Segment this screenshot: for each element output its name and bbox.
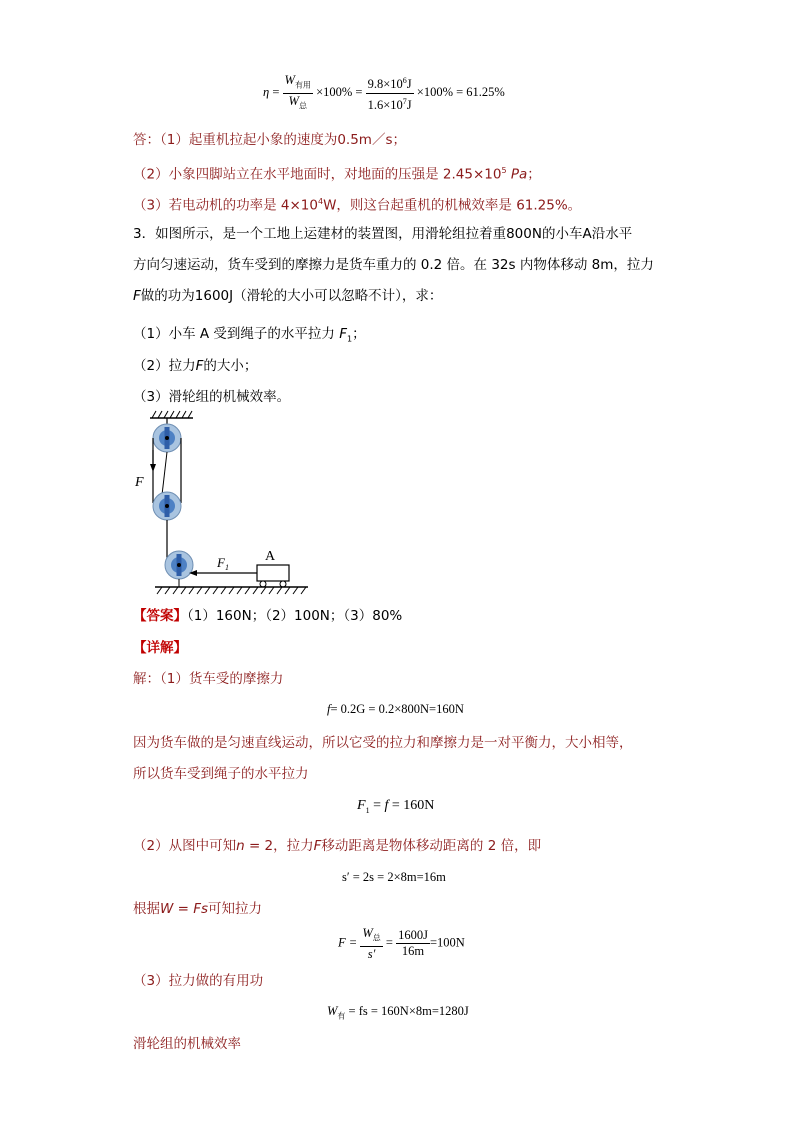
detail-label: 【详解】 xyxy=(133,640,187,656)
solution-5: 根据W = Fs可知拉力 xyxy=(133,901,263,917)
ground-pulley xyxy=(165,551,193,579)
w-fraction: $\frac{W_{有用}}{W_总}$ xyxy=(284,73,311,110)
cart-label: A xyxy=(265,549,276,564)
problem-line-3: F做的功为1600J（滑轮的大小可以忽略不计），求： xyxy=(133,288,443,304)
efficiency-formula-prev: η = $\frac{W_{有用}}{W_总}$ ×100% = $\frac{9.8\times 10^6J}{1.6\times 10^7J}$ ×100% = 61.25% xyxy=(263,73,505,112)
equation-distance: s′ = 2s = 2×8m=16m xyxy=(342,870,446,884)
question-3: （3）滑轮组的机械效率。 xyxy=(133,389,291,405)
solution-1: 解：（1）货车受的摩擦力 xyxy=(133,671,284,687)
equation-friction: f= 0.2G = 0.2×800N=160N xyxy=(327,702,464,716)
answer-prev-3: （3）若电动机的功率是 $4\times 10^4W$，则这台起重机的机械效率是 61.25%。 xyxy=(133,197,582,214)
solution-2: 因为货车做的是匀速直线运动，所以它受的拉力和摩擦力是一对平衡力，大小相等， xyxy=(133,735,633,751)
question-1: （1）小车 A 受到绳子的水平拉力 $F_1$； xyxy=(133,326,366,344)
ceiling-hatch xyxy=(150,411,193,418)
solution-3: 所以货车受到绳子的水平拉力 xyxy=(133,766,309,782)
equation-useful-work: $W_有$ = fs = 160N×8m=1280J xyxy=(327,1004,469,1021)
ground-hatch xyxy=(155,587,308,594)
equation-force: F = $\frac{W_总}{s'}$ = $\frac{1600J}{16m}$ =100N xyxy=(338,926,465,961)
eta-symbol: η xyxy=(263,84,270,99)
answer-prev-2: （2）小象四脚站立在水平地面时，对地面的压强是 $2.45\times 10^5$ Pa； xyxy=(133,166,541,183)
force-f-label: F xyxy=(135,475,144,490)
pulley-diagram xyxy=(125,410,315,605)
cart-a xyxy=(257,565,289,587)
solution-7: 滑轮组的机械效率 xyxy=(133,1036,241,1052)
question-2: （2）拉力F的大小； xyxy=(133,358,258,374)
problem-line-2: 方向匀速运动，货车受到的摩擦力是货车重力的 0.2 倍。在 32s 内物体移动 8m，拉力 xyxy=(133,257,654,273)
solution-6: （3）拉力做的有用功 xyxy=(133,973,264,989)
numeric-fraction: $\frac{9.8\times 10^6J}{1.6\times 10^7J}$ xyxy=(366,73,414,112)
answer-prev-1: 答：（1）起重机拉起小象的速度为0.5m／s； xyxy=(133,132,406,148)
solution-4: （2）从图中可知n = 2，拉力F移动距离是物体移动距离的 2 倍，即 xyxy=(133,838,542,854)
force-f1-label: $F_1$ xyxy=(217,555,229,572)
fixed-pulley xyxy=(153,424,181,452)
problem-line-1: 3．如图所示，是一个工地上运建材的装置图，用滑轮组拉着重800N的小车A沿水平 xyxy=(133,226,633,242)
movable-pulley xyxy=(153,492,181,520)
equation-f1: $F_1 = f = 160N$ xyxy=(357,798,435,815)
answer-line: 【答案】（1）160N；（2）100N；（3）80% xyxy=(133,608,403,624)
